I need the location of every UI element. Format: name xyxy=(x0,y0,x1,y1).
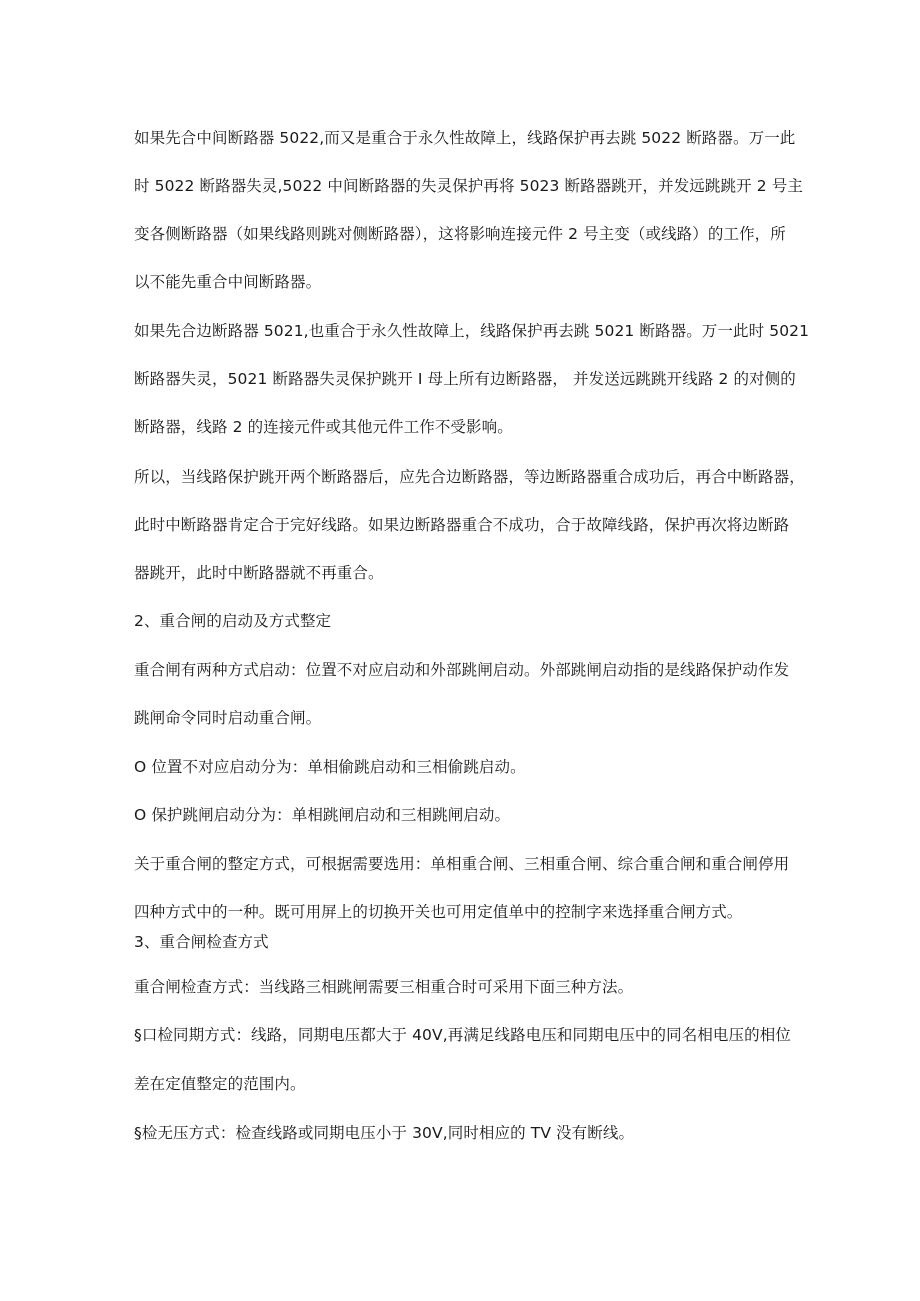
section-heading: 3、重合闸检查方式 xyxy=(134,933,269,951)
text-line: §检无压方式：检查线路或同期电压小于 30V,同时相应的 TV 没有断线。 xyxy=(134,1124,635,1142)
text-line: 跳闸命令同时启动重合闸。 xyxy=(134,709,322,727)
text-line: 时 5022 断路器失灵,5022 中间断路器的失灵保护再将 5023 断路器跳开，并发远跳跳开 2 号主 xyxy=(134,177,803,195)
text-line: 以不能先重合中间断路器。 xyxy=(134,273,322,291)
section-heading: 2、重合闸的启动及方式整定 xyxy=(134,612,332,630)
text-line: 四种方式中的一种。既可用屏上的切换开关也可用定值单中的控制字来选择重合闸方式。 xyxy=(134,903,743,921)
text-line: 此时中断路器肯定合于完好线路。如果边断路器重合不成功，合于故障线路，保护再次将边断路 xyxy=(134,516,790,534)
text-line: 器跳开，此时中断路器就不再重合。 xyxy=(134,564,384,582)
text-line: 所以，当线路保护跳开两个断路器后，应先合边断路器，等边断路器重合成功后，再合中断路器， xyxy=(134,468,805,486)
text-line: 差在定值整定的范围内。 xyxy=(134,1075,306,1093)
text-line: 重合闸检查方式：当线路三相跳闸需要三相重合时可采用下面三种方法。 xyxy=(134,978,634,996)
text-line: 关于重合闸的整定方式，可根据需要选用：单相重合闸、三相重合闸、综合重合闸和重合闸停用 xyxy=(134,855,790,873)
text-line: 如果先合中间断路器 5022,而又是重合于永久性故障上，线路保护再去跳 5022 断路器。万一此 xyxy=(134,129,796,147)
text-line: 断路器，线路 2 的连接元件或其他元件工作不受影响。 xyxy=(134,418,513,436)
text-line: 如果先合边断路器 5021,也重合于永久性故障上，线路保护再去跳 5021 断路器。万一此时 5021 xyxy=(134,322,810,340)
text-line: O 位置不对应启动分为：单相偷跳启动和三相偷跳启动。 xyxy=(134,758,526,776)
text-line: 重合闸有两种方式启动：位置不对应启动和外部跳闸启动。外部跳闸启动指的是线路保护动作发 xyxy=(134,661,790,679)
text-line: §口检同期方式：线路，同期电压都大于 40V,再满足线路电压和同期电压中的同名相电压的相位 xyxy=(134,1026,791,1044)
text-line: O 保护跳闸启动分为：单相跳闸启动和三相跳闸启动。 xyxy=(134,806,511,824)
text-line: 变各侧断路器（如果线路则跳对侧断路器），这将影响连接元件 2 号主变（或线路）的工作，所 xyxy=(134,225,786,243)
text-line: 断路器失灵，5021 断路器失灵保护跳开 I 母上所有边断路器， 并发送远跳跳开线路 2 的对侧的 xyxy=(134,370,796,388)
